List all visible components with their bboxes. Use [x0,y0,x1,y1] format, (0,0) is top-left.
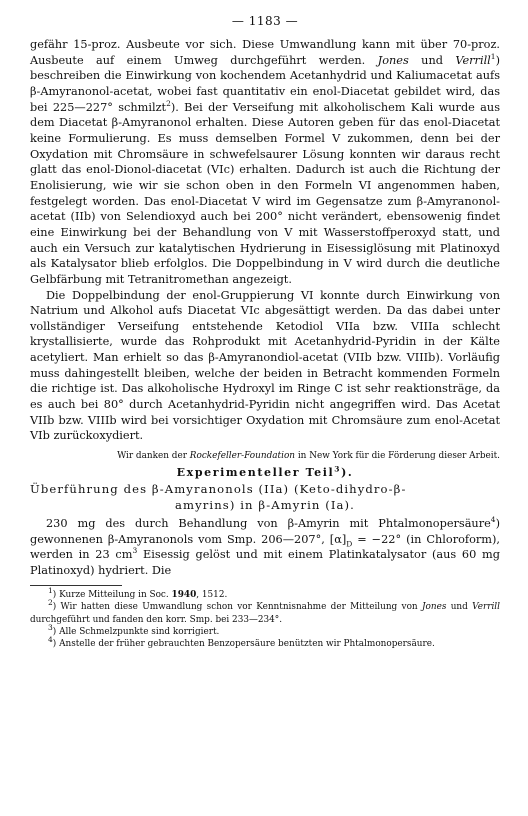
page-number: — 1183 — [231,14,299,28]
document-page [30,14,500,651]
footnotes [30,585,500,651]
experiment-subheading [30,482,500,513]
subheading-line-1: Überführung des β-Amyranonols (IIa) (Keto-dihydro-β- [30,482,407,497]
footnote-1: $^1$) Kurze Mitteilung in Soc. 1940, 1512. [48,585,228,600]
subheading-line-2: amyrins) in β-Amyrin (Ia). [175,497,355,512]
footnote-3: $^3$) Alle Schmelzpunkte sind korrigiert. [48,622,220,637]
footnote-divider [30,585,122,586]
body-paragraph-2: Die Doppelbindung der enol-Gruppierung VI konnte durch Einwirkung von Natrium und Alkohol aufs Diacetat VIc abgesättigt werden. Da das dabei unter vollständiger Verseifung entstehende Ketodiol VIIa bzw. VIIIa schlecht krystallisierte, wurde das Rohprodukt mit Acetanhydrid-Pyridin in der Kälte acetyliert. Man erhielt so das β-Amyranondiol-acetat (VIIb bzw. VIIIb). Vorläufig muss dahingestellt bleiben, welche der beiden in Betracht kommenden Formeln die richtige ist. Das alkoholische Hydroxyl im Ringe C ist sehr reaktionsträge, da es auch bei 80° durch Acetanhydrid-Pyridin nicht angegriffen wird. Das Acetat VIIb bzw. VIIIb wird bei vorsichtiger Oxydation mit Chromsäure zum enol-Acetat VIb zurückoxydiert. [30,288,500,443]
footnote-2: $^2$) Wir hatten diese Umwandlung schon vor Kenntnisnahme der Mitteilung von Jones und Verrill durchgeführt und fanden den korr. Smp. bei 233—234°. [30,598,500,625]
experimental-section-heading: Experimenteller Teil$^3$). [176,464,354,480]
footnote-4: $^4$) Anstelle der früher gebrauchten Benzopersäure benützten wir Phtalmonopersäure. [48,635,435,650]
acknowledgement: Wir danken der Rockefeller-Foundation in New York für die Förderung dieser Arbeit. [117,451,500,462]
body-paragraph-1: gefähr 15-proz. Ausbeute vor sich. Diese Umwandlung kann mit über 70-proz. Ausbeute auf einem Umweg durchgeführt werden. Jones und Verrill$^1$) beschreiben die Einwirkung von kochendem Acetanhydrid und Kaliumacetat aufs β-Amyranonol-acetat, wobei fast quantitativ ein enol-Diacetat gebildet wird, das bei 225—227° schmilzt$^2$). Bei der Verseifung mit alkoholischem Kali wurde aus dem Diacetat β-Amyranonol erhalten. Diese Autoren geben für das enol-Diacetat keine Formulierung. Es muss demselben Formel V zukommen, denn bei der Oxydation mit Chromsäure in schwefelsaurer Lösung konnten wir daraus recht glatt das enol-Dionol-diacetat (VIc) erhalten. Dadurch ist auch die Richtung der Enolisierung, wie wir sie schon oben in den Formeln VI angenommen haben, festgelegt worden. Das enol-Diacetat V wird im Gegensatze zum β-Amyranonol-acetat (IIb) von Selendioxyd auch bei 200° nicht verändert, ebensowenig findet eine Einwirkung bei der Behandlung von V mit Wasserstoffperoxyd statt, und auch ein Versuch zur katalytischen Hydrierung in Eisessiglösung mit Platinoxyd als Katalysator blieb erfolglos. Die Doppelbindung in V wird durch die deutliche Gelbfärbung mit Tetranitromethan angezeigt. [30,38,500,286]
experimental-paragraph: 230 mg des durch Behandlung von β-Amyrin mit Phtalmonopersäure$^4$) gewonnenen β-Amyranonols vom Smp. 206—207°, $[\alpha]_D = -22^\circ$ (in Chloroform), werden in 23 $cm^3$ Eisessig gelöst und mit einem Platinkatalysator (aus 60 mg Platinoxyd) hydriert. Die [30,515,500,578]
